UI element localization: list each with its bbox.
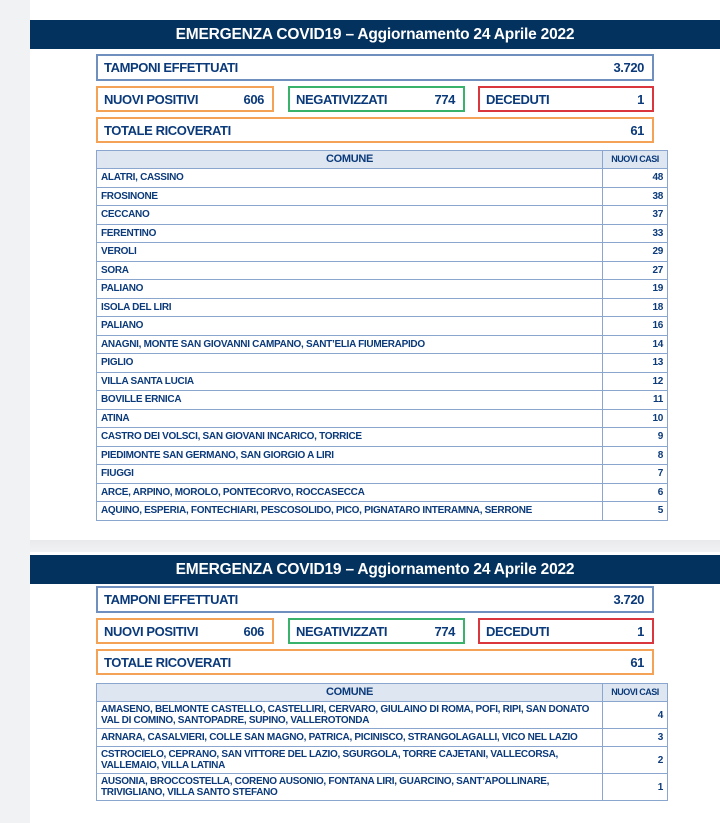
- table-row: [97, 224, 668, 243]
- table-row: [97, 446, 668, 465]
- nuovi-casi-cell: 10: [603, 409, 668, 428]
- nuovi-casi-cell: 38: [603, 187, 668, 206]
- comune-cell: CASTRO DEI VOLSCI, SAN GIOVANI INCARICO, TORRICE: [97, 428, 603, 447]
- column-header-comune: COMUNE: [97, 151, 603, 169]
- table-row: [97, 354, 668, 373]
- totale-ricoverati-value: 61: [630, 122, 644, 138]
- nuovi-casi-cell: 12: [603, 372, 668, 391]
- nuovi-casi-cell: 8: [603, 446, 668, 465]
- column-header-nuovi-casi: NUOVI CASI: [603, 151, 668, 169]
- totale-ricoverati-value: 61: [630, 654, 644, 670]
- negativizzati-value: 774: [434, 623, 455, 639]
- nuovi-casi-cell: 4: [603, 702, 668, 729]
- table-row: [97, 261, 668, 280]
- nuovi-positivi-box: [96, 618, 274, 644]
- comune-cell: CSTROCIELO, CEPRANO, SAN VITTORE DEL LAZIO, SGURGOLA, TORRE CAJETANI, VALLECORSA, VALLEMAIO, VILLA LATINA: [97, 747, 603, 774]
- deceduti-label: DECEDUTI: [486, 623, 550, 639]
- deceduti-box: [478, 86, 654, 112]
- table-header-row: [97, 684, 668, 702]
- bulletin-card-2: [30, 552, 720, 823]
- table-row: [97, 335, 668, 354]
- tamponi-value: 3.720: [613, 60, 644, 75]
- comuni-table: [96, 150, 668, 521]
- nuovi-positivi-label: NUOVI POSITIVI: [104, 623, 199, 639]
- table-row: [97, 280, 668, 299]
- nuovi-casi-cell: 18: [603, 298, 668, 317]
- table-body: [97, 169, 668, 521]
- comune-cell: ANAGNI, MONTE SAN GIOVANNI CAMPANO, SANT’ELIA FIUMERAPIDO: [97, 335, 603, 354]
- nuovi-casi-cell: 27: [603, 261, 668, 280]
- nuovi-casi-cell: 29: [603, 243, 668, 262]
- nuovi-casi-cell: 19: [603, 280, 668, 299]
- comune-cell: ARCE, ARPINO, MOROLO, PONTECORVO, ROCCASECCA: [97, 483, 603, 502]
- comune-cell: PIGLIO: [97, 354, 603, 373]
- table-row: [97, 372, 668, 391]
- totale-ricoverati-label: TOTALE RICOVERATI: [104, 122, 231, 138]
- comune-cell: ATINA: [97, 409, 603, 428]
- table-row: [97, 187, 668, 206]
- bulletin-card-1: [30, 0, 720, 540]
- comune-cell: AMASENO, BELMONTE CASTELLO, CASTELLIRI, CERVARO, GIULAINO DI ROMA, POFI, RIPI, SAN DONATO VAL DI COMINO, SANTOPADRE, SUPINO, VALLEROTONDA: [97, 702, 603, 729]
- nuovi-casi-cell: 6: [603, 483, 668, 502]
- table-row: [97, 206, 668, 225]
- nuovi-casi-cell: 2: [603, 747, 668, 774]
- nuovi-casi-cell: 11: [603, 391, 668, 410]
- deceduti-value: 1: [637, 91, 644, 107]
- nuovi-casi-cell: 37: [603, 206, 668, 225]
- column-header-nuovi-casi: NUOVI CASI: [603, 684, 668, 702]
- comune-cell: VEROLI: [97, 243, 603, 262]
- comune-cell: AQUINO, ESPERIA, FONTECHIARI, PESCOSOLIDO, PICO, PIGNATARO INTERAMNA, SERRONE: [97, 502, 603, 521]
- negativizzati-label: NEGATIVIZZATI: [296, 91, 388, 107]
- comune-cell: PIEDIMONTE SAN GERMANO, SAN GIORGIO A LIRI: [97, 446, 603, 465]
- table-row: [97, 409, 668, 428]
- nuovi-positivi-value: 606: [243, 623, 264, 639]
- nuovi-casi-cell: 48: [603, 169, 668, 188]
- deceduti-value: 1: [637, 623, 644, 639]
- tamponi-label: TAMPONI EFFETTUATI: [104, 60, 238, 75]
- comune-cell: SORA: [97, 261, 603, 280]
- table-row: [97, 702, 668, 729]
- totale-ricoverati-label: TOTALE RICOVERATI: [104, 654, 231, 670]
- table-row: [97, 729, 668, 747]
- nuovi-casi-cell: 1: [603, 774, 668, 801]
- nuovi-casi-cell: 16: [603, 317, 668, 336]
- comune-cell: PALIANO: [97, 317, 603, 336]
- nuovi-casi-cell: 33: [603, 224, 668, 243]
- comune-cell: ISOLA DEL LIRI: [97, 298, 603, 317]
- negativizzati-value: 774: [434, 91, 455, 107]
- tamponi-value: 3.720: [613, 592, 644, 607]
- nuovi-positivi-box: [96, 86, 274, 112]
- nuovi-casi-cell: 7: [603, 465, 668, 484]
- column-header-comune: COMUNE: [97, 684, 603, 702]
- table-row: [97, 391, 668, 410]
- card-separator: [30, 540, 720, 552]
- nuovi-casi-cell: 13: [603, 354, 668, 373]
- table-row: [97, 483, 668, 502]
- table-row: [97, 747, 668, 774]
- table-body: [97, 702, 668, 801]
- comune-cell: FERENTINO: [97, 224, 603, 243]
- nuovi-casi-cell: 9: [603, 428, 668, 447]
- comuni-table: [96, 683, 668, 801]
- nuovi-positivi-value: 606: [243, 91, 264, 107]
- tamponi-box: [96, 54, 654, 81]
- table-row: [97, 317, 668, 336]
- table-row: [97, 169, 668, 188]
- comune-cell: AUSONIA, BROCCOSTELLA, CORENO AUSONIO, FONTANA LIRI, GUARCINO, SANT’APOLLINARE, TRIVIGLIANO, VILLA SANTO STEFANO: [97, 774, 603, 801]
- comune-cell: VILLA SANTA LUCIA: [97, 372, 603, 391]
- deceduti-box: [478, 618, 654, 644]
- negativizzati-label: NEGATIVIZZATI: [296, 623, 388, 639]
- bulletin-banner-title: EMERGENZA COVID19 – Aggiornamento 24 Aprile 2022: [30, 555, 720, 584]
- totale-ricoverati-box: [96, 117, 654, 143]
- table-row: [97, 774, 668, 801]
- table-row: [97, 243, 668, 262]
- tamponi-box: [96, 586, 654, 613]
- negativizzati-box: [288, 86, 465, 112]
- comune-cell: ARNARA, CASALVIERI, COLLE SAN MAGNO, PATRICA, PICINISCO, STRANGOLAGALLI, VICO NEL LAZIO: [97, 729, 603, 747]
- comune-cell: ALATRI, CASSINO: [97, 169, 603, 188]
- nuovi-casi-cell: 5: [603, 502, 668, 521]
- comune-cell: BOVILLE ERNICA: [97, 391, 603, 410]
- comune-cell: FIUGGI: [97, 465, 603, 484]
- comune-cell: PALIANO: [97, 280, 603, 299]
- nuovi-positivi-label: NUOVI POSITIVI: [104, 91, 199, 107]
- nuovi-casi-cell: 14: [603, 335, 668, 354]
- table-row: [97, 465, 668, 484]
- comune-cell: CECCANO: [97, 206, 603, 225]
- totale-ricoverati-box: [96, 649, 654, 675]
- bulletin-banner-title: EMERGENZA COVID19 – Aggiornamento 24 Aprile 2022: [30, 20, 720, 49]
- negativizzati-box: [288, 618, 465, 644]
- table-row: [97, 502, 668, 521]
- table-row: [97, 298, 668, 317]
- comune-cell: FROSINONE: [97, 187, 603, 206]
- table-header-row: [97, 151, 668, 169]
- table-row: [97, 428, 668, 447]
- tamponi-label: TAMPONI EFFETTUATI: [104, 592, 238, 607]
- nuovi-casi-cell: 3: [603, 729, 668, 747]
- deceduti-label: DECEDUTI: [486, 91, 550, 107]
